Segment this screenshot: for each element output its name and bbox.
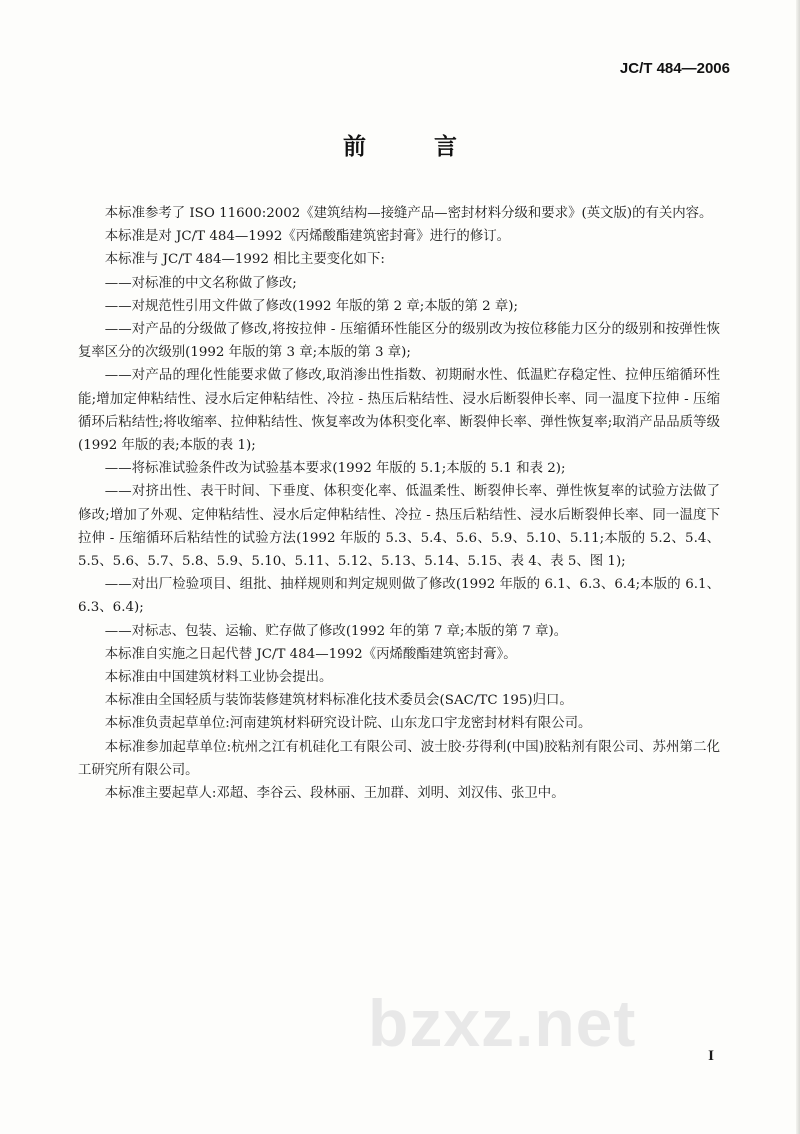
foreword-body — [78, 202, 720, 805]
change-item: ——对规范性引用文件做了修改(1992 年版的第 2 章;本版的第 2 章); — [104, 298, 519, 314]
paragraph-revision: 本标准是对 JC/T 484—1992《丙烯酸酯建筑密封膏》进行的修订。 — [104, 229, 510, 245]
change-item: ——对挤出性、表干时间、下垂度、体积变化率、低温柔性、断裂伸长率、弹性恢复率的试验方法做了修改;增加了外观、定伸粘结性、浸水后定伸粘结性、冷拉 - 热压后粘结性、浸水后断裂伸长率、同一温度下拉伸 - 压缩循环后粘结性的试验方法(1992 年版的 5.3、5.4、5.6、5.9、5.10、5.11;本版的 5.2、5.4、5.5、5.6、5.7、5.8、5.9、5.10、5.11、5.12、5.13、5.14、5.15、表 4、表 5、图 1); — [78, 484, 720, 570]
paragraph-committee: 本标准由全国轻质与装饰装修建筑材料标准化技术委员会(SAC/TC 195)归口。 — [104, 693, 573, 709]
scan-edge — [796, 0, 800, 1134]
paragraph-participating-drafters: 本标准参加起草单位:杭州之江有机硅化工有限公司、波士胶·芬得利(中国)胶粘剂有限公司、苏州第二化工研究所有限公司。 — [78, 739, 720, 778]
paragraph-proposer: 本标准由中国建筑材料工业协会提出。 — [104, 670, 333, 686]
paragraph-replaces: 本标准自实施之日起代替 JC/T 484—1992《丙烯酸酯建筑密封膏》。 — [104, 646, 517, 662]
change-item: ——对出厂检验项目、组批、抽样规则和判定规则做了修改(1992 年版的 6.1、6.3、6.4;本版的 6.1、6.3、6.4); — [78, 577, 720, 616]
paragraph-lead-drafters: 本标准负责起草单位:河南建筑材料研究设计院、山东龙口宇龙密封材料有限公司。 — [104, 716, 592, 732]
change-item: ——对标志、包装、运输、贮存做了修改(1992 年的第 7 章;本版的第 7 章)。 — [104, 623, 568, 639]
change-item: ——对产品的理化性能要求做了修改,取消渗出性指数、初期耐水性、低温贮存稳定性、拉伸压缩循环性能;增加定伸粘结性、浸水后定伸粘结性、冷拉 - 热压后粘结性、浸水后断裂伸长率、同一温度下拉伸 - 压缩循环后粘结性;将收缩率、拉伸粘结性、恢复率改为体积变化率、断裂伸长率、弹性恢复率;取消产品品质等级(1992 年版的表;本版的表 1); — [78, 368, 720, 454]
change-item: ——对产品的分级做了修改,将按拉伸 - 压缩循环性能区分的级别改为按位移能力区分的级别和按弹性恢复率区分的次级别(1992 年版的第 3 章;本版的第 3 章); — [78, 322, 720, 361]
paragraph-changes-intro: 本标准与 JC/T 484—1992 相比主要变化如下: — [104, 252, 385, 268]
paragraph-main-drafters: 本标准主要起草人:邓超、李谷云、段林丽、王加群、刘明、刘汉伟、张卫中。 — [104, 786, 565, 802]
standard-code: JC/T 484—2006 — [619, 60, 730, 77]
change-item: ——将标准试验条件改为试验基本要求(1992 年版的 5.1;本版的 5.1 和表 2); — [104, 461, 566, 477]
change-item: ——对标准的中文名称做了修改; — [104, 275, 297, 291]
page-number: I — [708, 1048, 714, 1064]
watermark: bzxz.net — [368, 986, 637, 1060]
paragraph-reference: 本标准参考了 ISO 11600:2002《建筑结构—接缝产品—密封材料分级和要求》(英文版)的有关内容。 — [104, 206, 713, 221]
page-title: 前 言 — [342, 133, 487, 160]
